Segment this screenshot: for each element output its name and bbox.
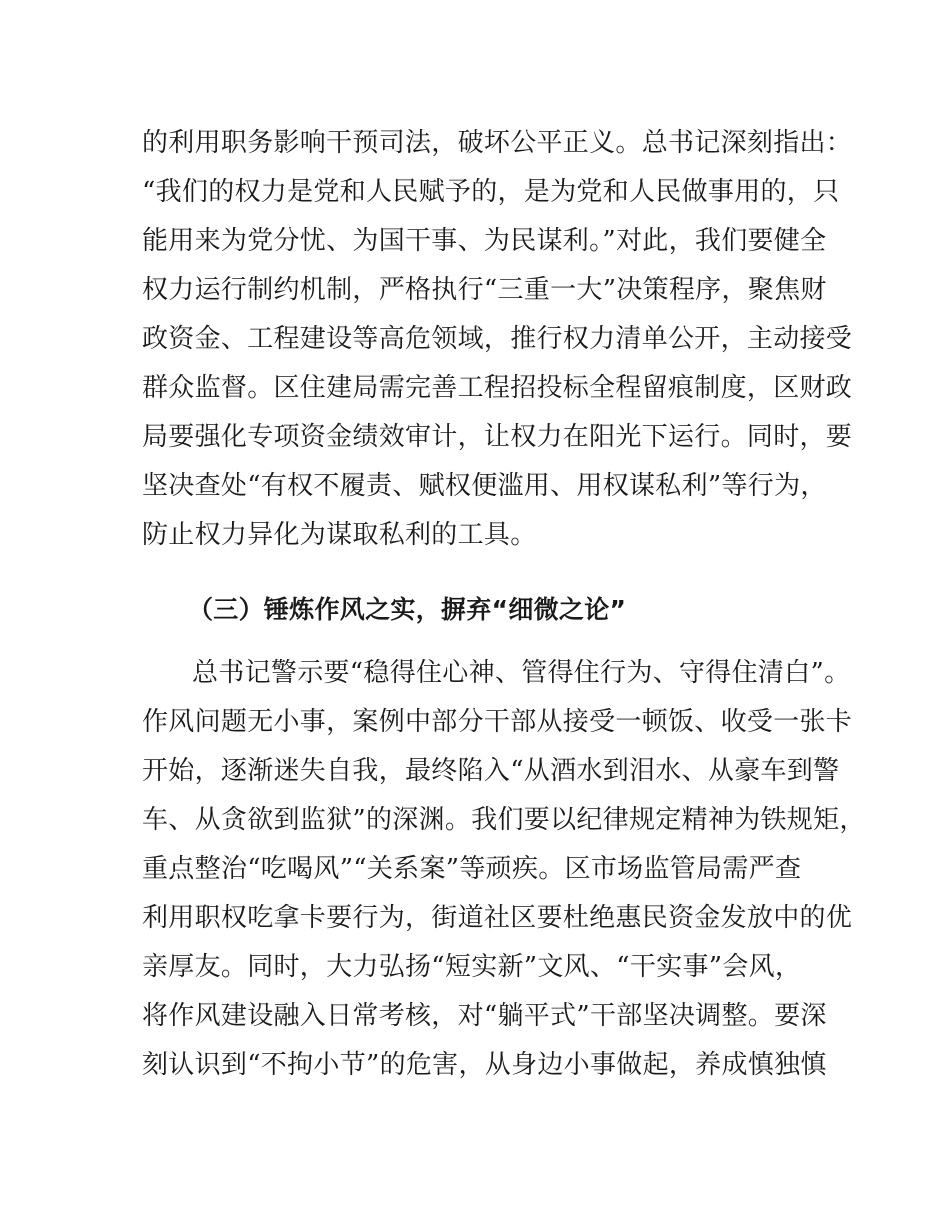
paragraph-line: 刻认识到“不拘小节”的危害，从身边小事做起，养成慎独慎 xyxy=(142,1050,827,1080)
paragraph-line: 的利用职务影响干预司法，破坏公平正义。总书记深刻指出： xyxy=(142,128,853,158)
paragraph-line: 群众监督。区住建局需完善工程招投标全程留痕制度，区财政 xyxy=(142,373,853,403)
paragraph-line: 坚决查处“有权不履责、赋权便滥用、用权谋私利”等行为， xyxy=(142,471,827,501)
paragraph-line: 将作风建设融入日常考核，对“躺平式”干部坚决调整。要深 xyxy=(142,1001,827,1031)
paragraph-line: 重点整治“吃喝风”“关系案”等顽疾。区市场监管局需严查 xyxy=(142,854,802,884)
section-heading: （三）锤炼作风之实，摒弃“细微之论” xyxy=(188,595,627,624)
paragraph-line: “我们的权力是党和人民赋予的，是为党和人民做事用的，只 xyxy=(142,177,840,207)
paragraph-line: 防止权力异化为谋取私利的工具。 xyxy=(142,520,537,550)
paragraph-line: 亲厚友。同时，大力弘扬“短实新”文风、“干实事”会风， xyxy=(142,952,802,982)
paragraph-line: 作风问题无小事，案例中部分干部从接受一顿饭、收受一张卡 xyxy=(142,707,853,737)
paragraph-line: 总书记警示要“稳得住心神、管得住行为、守得住清白”。 xyxy=(192,658,851,688)
paragraph-line: 开始，逐渐迷失自我，最终陷入“从酒水到泪水、从豪车到警 xyxy=(142,756,840,786)
paragraph-line: 能用来为党分忧、为国干事、为民谋利。”对此，我们要健全 xyxy=(142,226,827,256)
paragraph-line: 政资金、工程建设等高危领域，推行权力清单公开，主动接受 xyxy=(142,324,853,354)
paragraph-line: 局要强化专项资金绩效审计，让权力在阳光下运行。同时，要 xyxy=(142,422,853,452)
paragraph-line: 权力运行制约机制，严格执行“三重一大”决策程序，聚焦财 xyxy=(142,275,827,305)
paragraph-line: 利用职权吃拿卡要行为，街道社区要杜绝惠民资金发放中的优 xyxy=(142,903,853,933)
paragraph-line: 车、从贪欲到监狱”的深渊。我们要以纪律规定精神为铁规矩， xyxy=(142,805,866,835)
